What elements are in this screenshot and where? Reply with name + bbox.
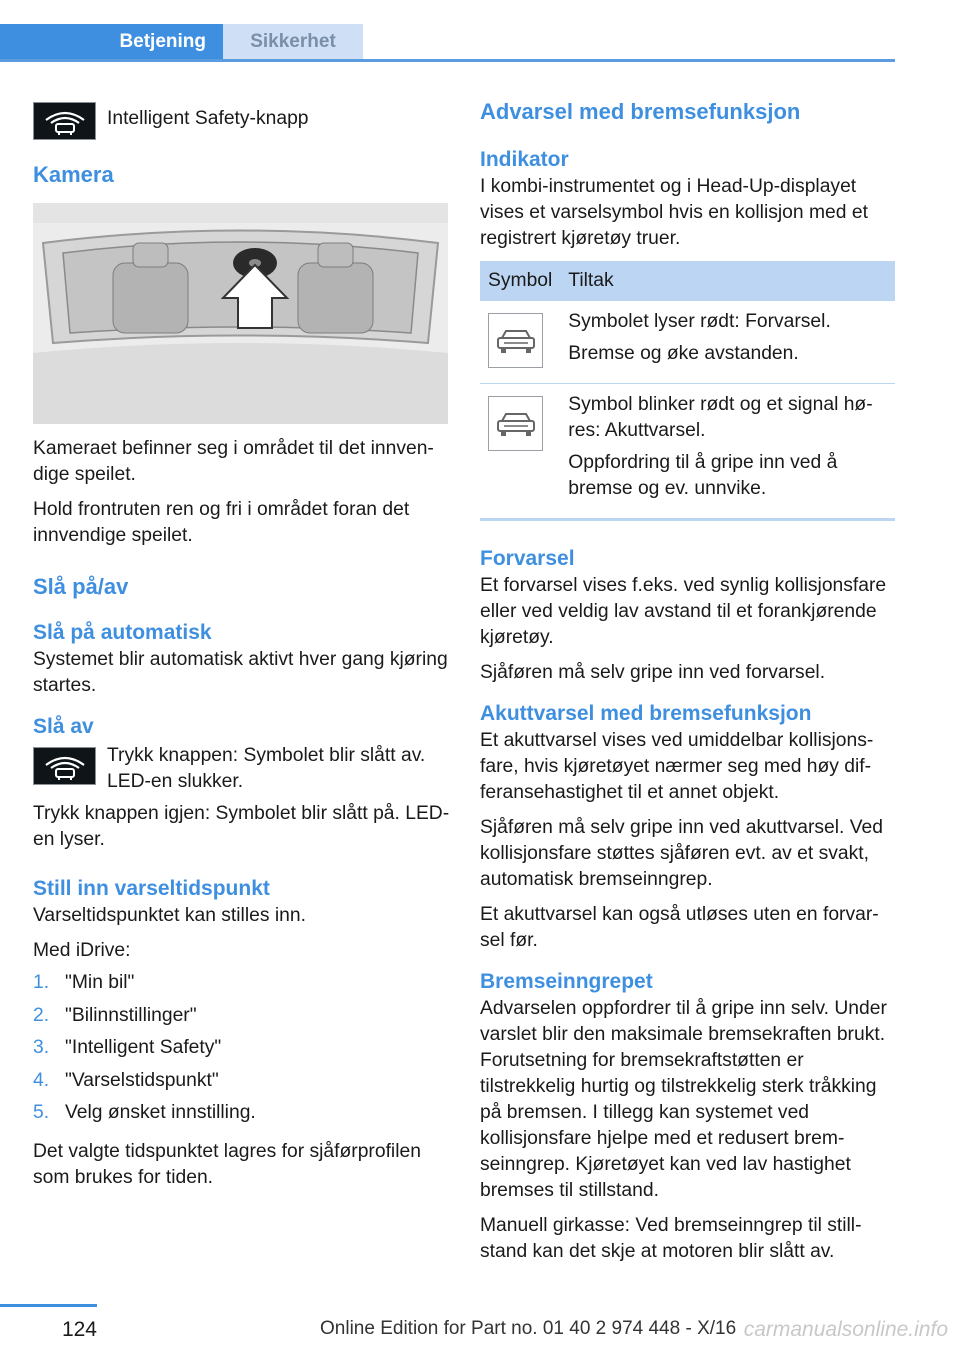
brake-intervention-paragraph-2: Manuell girkasse: Ved bremseinngrep til stillstand kan det skje at motoren blir slått av. — [480, 1215, 862, 1262]
auto-on-heading: Slå på automatisk — [33, 621, 212, 644]
off-button-row — [33, 743, 451, 795]
camera-paragraph-1: Kameraet befinner seg i området til det innvendige speilet. — [33, 438, 434, 485]
warning-heading: Advarsel med bremsefunksjon — [480, 99, 801, 124]
intelligent-safety-off-button-icon — [33, 747, 96, 785]
timing-heading: Still inn varseltidspunkt — [33, 877, 270, 900]
row-1-text-a: Symbolet lyser rødt: Forvarsel. — [568, 311, 831, 332]
intelligent-safety-button-row — [33, 98, 451, 141]
brake-intervention-heading: Bremseinngrepet — [480, 970, 653, 993]
acute-warning-heading: Akuttvarsel med bremsefunksjon — [480, 702, 812, 725]
button-caption: Intelligent Safety-knapp — [107, 108, 309, 129]
row-1-text-b: Bremse og øke avstanden. — [568, 343, 799, 364]
timing-paragraph-3: Det valgte tidspunktet lagres for sjåførprofilen som brukes for tiden. — [33, 1140, 421, 1188]
right-column — [480, 98, 895, 1274]
timing-paragraph-2: Med iDrive: — [33, 940, 131, 961]
list-item: 2. "Bilinnstillinger" — [33, 1004, 197, 1026]
tab-sikkerhet[interactable]: Sikkerhet — [223, 24, 363, 59]
timing-paragraph-1: Varseltidspunktet kan stilles inn. — [33, 905, 306, 926]
acute-warning-paragraph-1: Et akuttvarsel vises ved umiddelbar kollisjonsfare, hvis kjøretøyet nærmer seg med høy differansehastighet til et annet objekt. — [480, 730, 874, 803]
prewarning-paragraph-1: Et forvarsel vises f.eks. ved synlig kollisjonsfare eller ved veldig lav avstand til et forankjørende kjøretøy. — [480, 575, 887, 648]
list-item: 4. "Varselstidspunkt" — [33, 1069, 219, 1091]
camera-heading: Kamera — [33, 162, 114, 187]
collision-warning-car-icon — [488, 396, 543, 451]
indicator-paragraph: I kombi-instrumentet og i Head-Up-displayet vises et varselsymbol hvis en kollisjon med et registrert kjøretøy truer. — [480, 176, 868, 249]
table-header-action: Tiltak — [560, 261, 895, 301]
camera-paragraph-2: Hold frontruten ren og fri i området foran det innvendige speilet. — [33, 499, 410, 546]
tab-betjening[interactable]: Betjening — [0, 24, 223, 59]
camera-location-illustration — [33, 203, 448, 424]
off-heading: Slå av — [33, 715, 94, 738]
edition-text: Online Edition for Part no. 01 40 2 974 448 - X/16 — [320, 1318, 737, 1339]
intelligent-safety-button-icon — [33, 102, 96, 140]
header-rule — [0, 59, 895, 62]
footer-rule — [0, 1304, 97, 1307]
header-tabs — [0, 24, 895, 62]
prewarning-heading: Forvarsel — [480, 547, 575, 570]
off-paragraph: Trykk knappen igjen: Symbolet blir slått på. LED-en lyser. — [33, 803, 450, 850]
left-column — [33, 98, 451, 1200]
off-button-text: Trykk knappen: Symbolet blir slått av. LED-en slukker. — [107, 745, 426, 792]
indicator-heading: Indikator — [480, 148, 569, 171]
auto-on-paragraph: Systemet blir automatisk aktivt hver gang kjøring startes. — [33, 649, 448, 696]
row-2-text-a: Symbol blinker rødt og et signal høres: Akuttvarsel. — [568, 394, 873, 441]
row-2-text-b: Oppfordring til å gripe inn ved å bremse og ev. unnvike. — [568, 452, 838, 499]
table-header-symbol: Symbol — [480, 261, 560, 301]
idrive-steps-list — [33, 967, 451, 1130]
table-row — [480, 384, 895, 520]
onoff-heading: Slå på/av — [33, 574, 129, 599]
watermark: carmanualsonline.info — [743, 1318, 948, 1341]
list-item: 1. "Min bil" — [33, 972, 135, 993]
page-number: 124 — [61, 1318, 97, 1341]
acute-warning-paragraph-2: Sjåføren må selv gripe inn ved akuttvarsel. Ved kollisjonsfare støttes sjåføren evt. av et svakt, automatisk bremseinngrep. — [480, 817, 883, 890]
symbol-table — [480, 261, 895, 521]
list-item: 5. Velg ønsket innstilling. — [33, 1102, 256, 1123]
list-item: 3. "Intelligent Safety" — [33, 1037, 222, 1058]
table-row — [480, 301, 895, 384]
acute-warning-paragraph-3: Et akuttvarsel kan også utløses uten en forvarsel før. — [480, 904, 879, 951]
collision-warning-car-icon — [488, 313, 543, 368]
prewarning-paragraph-2: Sjåføren må selv gripe inn ved forvarsel. — [480, 662, 826, 683]
brake-intervention-paragraph-1: Advarselen oppfordrer til å gripe inn selv. Under varslet blir den maksimale bremsekraften brukt. Forutsetning for bremsekraftstøtten er tilstrekkelig hurtig og tilstrekkelig sterk tråkking på bremsen. I tillegg kan systemet ved kollisjonsfare hjelpe med et redusert bremseinngrep. Kjøretøyet kan ved lav hastighet bremses til stillstand. — [480, 998, 887, 1201]
